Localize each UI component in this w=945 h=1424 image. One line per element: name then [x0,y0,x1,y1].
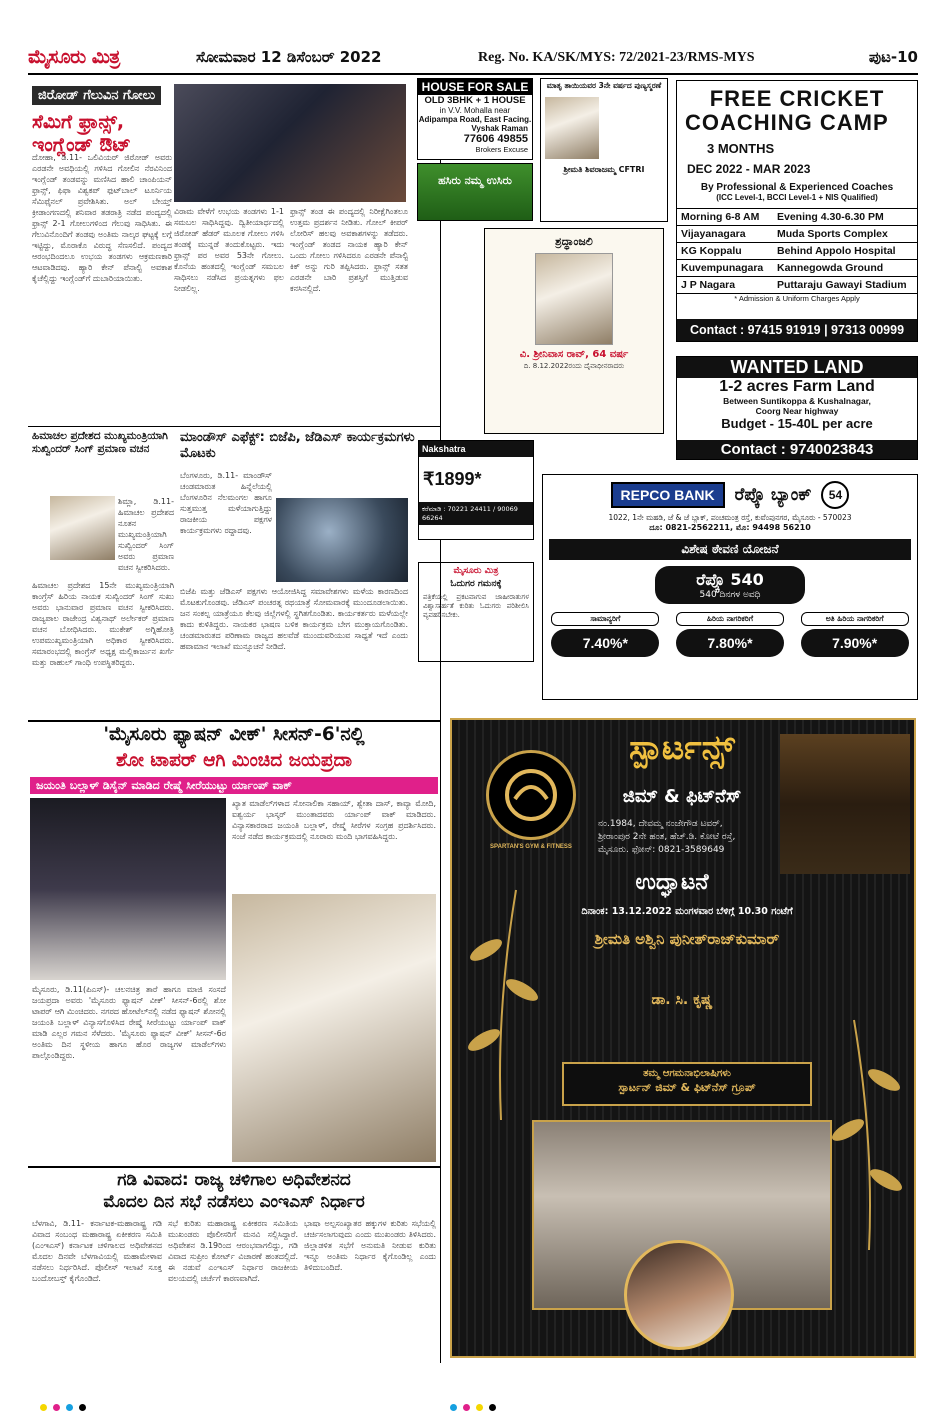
page-number: ಪುಟ-10 [868,48,918,66]
venue-row [677,242,917,259]
ad-period: DEC 2022 - MAR 2023 [687,162,811,177]
tribute-age: 64 ವರ್ಷ [592,349,629,360]
address-line: ನಂ.1984, ದೇವಮ್ಮ ನಂಜೇಗೌಡ ಟವರ್, [598,819,723,829]
event-title: ಉದ್ಘಾಟನೆ [635,870,709,895]
story-kicker: ಜಿರೋಡ್ ಗೆಲುವಿನ ಗೋಲು [32,86,161,105]
story-body-2: ಮೈಸೂರು, ಡಿ.11(ಪಿಎಸ್)- ಚಲನಚಿತ್ರ ತಾರೆ ಹಾಗೂ ಮಾಜಿ ಸಂಸದೆ ಜಯಪ್ರದಾ ಅವರು 'ಮೈಸೂರು ಫ್ಯಾಷನ್ ವೀಕ್' ಸೀಸನ್-6ರಲ್ಲಿ ಶೋ ಟಾಪರ್ ಆಗಿ ಮಿಂಚಿದರು. ನಗರದ ಹೋಟೆಲ್‌ನಲ್ಲಿ ನಡೆದ ಫ್ಯಾಷನ್ ಶೋನಲ್ಲಿ ಜಯಂತಿ ಬಲ್ಲಾಳ್ ವಿನ್ಯಾಸಗೊಳಿಸಿದ ರೇಷ್ಮೆ ಸೀರೆಯುಟ್ಟು ರ್ಯಾಂಪ್ ವಾಕ್ ಮಾಡಿ ಎಲ್ಲರ ಗಮನ ಸೆಳೆದರು. 'ಮೈಸೂರು ಫ್ಯಾಷನ್ ವೀಕ್' ಸೀಸನ್-6ರ ಅಂತಿಮ ದಿನ ಸ್ಥಳೀಯ ಹಾಗೂ ಹೊರ ರಾಜ್ಯಗಳ ಮಾಡೆಲ್‌ಗಳು ಪಾಲ್ಗೊಂಡಿದ್ದರು. [32,985,226,1060]
venue-place: Muda Sports Complex [777,228,888,241]
bank-name-kannada: ರೆಪ್ಕೊ ಬ್ಯಾಂಕ್ [734,485,812,505]
ad-location: Between Suntikoppa & Kushalnagar, [723,396,871,406]
ad-price: ₹1899* [423,469,482,489]
masthead [28,44,918,72]
tribute-title: ಶ್ರದ್ಧಾಂಜಲಿ [555,235,593,248]
rates-row [543,612,917,657]
story-football [32,84,172,157]
story-body-3: ಭಾಷಾ ಅಲ್ಪಸಂಖ್ಯಾತರ ಹಕ್ಕುಗಳ ಕುರಿತು ಸಭೆಯಲ್ಲಿ ಚರ್ಚಿಸಲಾಗುವುದು ಎಂದು ಮುಖಂಡರು ತಿಳಿಸಿದರು. ಜಿಲ್ಲಾಡಳಿತ ಸಭೆಗೆ ಅನುಮತಿ ನೀಡುವ ಕುರಿತು ಇನ್ನೂ ಅಂತಿಮ ನಿರ್ಧಾರ ಕೈಗೊಂಡಿಲ್ಲ ಎಂದು ತಿಳಿದುಬಂದಿದೆ. [304,1219,436,1272]
venue-row [677,276,917,293]
venue-row [677,259,917,276]
ad-location-2: Coorg Near highway [755,406,839,416]
notice-subtitle: ಓದುಗರ ಗಮನಕ್ಕೆ [450,579,502,589]
story-body: ಶಿಮ್ಲಾ, ಡಿ.11- ಹಿಮಾಚಲ ಪ್ರದೇಶದ ನೂತನ ಮುಖ್ಯಮಂತ್ರಿಯಾಗಿ ಸುಖ್ವಿಂದರ್ ಸಿಂಗ್ ಅವರು ಪ್ರಮಾಣ ವಚನ ಸ್ವೀಕರಿಸಿದರು. [118,497,174,572]
obituary-name: ಶ್ರೀಮತಿ ಶಿವರಾಜಮ್ಮ CFTRI [563,165,645,174]
obituary-header: ಮಾತೃ ತಾಯಿಯವರ 3ನೇ ವರ್ಷದ ಪುಣ್ಯಸ್ಮರಣೆ [546,81,662,90]
print-registration-marks [450,1404,496,1411]
bank-address: 1022, 1ನೇ ಮಹಡಿ, ಜೆ & ಜೆ ಬ್ಲಾಕ್, ಪಂಚಮಂತ್ರ ರಸ್ತೆ, ಕುವೆಂಪುನಗರ, ಮೈಸೂರು - 570023 [608,513,852,522]
product-term: 540 ದಿನಗಳ ಅವಧಿ [699,590,761,600]
bank-phone: ದೂ: 0821-2562211, ಮೊ: 94498 56210 [649,523,811,532]
rate-label: ಹಿರಿಯ ನಾಗರಿಕರಿಗೆ [676,612,784,626]
story-body: ಖ್ಯಾತ ಮಾಡೆಲ್‌ಗಳಾದ ಸೋನಾಲಿಕಾ ಸಹಾಯ್, ಶ್ವೇತಾ ದಾಸ್, ಕಾವ್ಯಾ ಮೋದಿ, ಐಶ್ವರ್ಯ ಭಾಸ್ಕರ್ ಮುಂತಾದವರು ರ್ಯಾಂಪ್ ವಾಕ್ ಮಾಡಿದರು. ವಿನ್ಯಾಸಕಾರರಾದ ಜಯಂತಿ ಬಲ್ಲಾಳ್, ರೇಷ್ಮೆ ಸೀರೆಗಳ ಸಂಗ್ರಹ ಪ್ರದರ್ಶಿಸಿದರು. ಸಂಜೆ ನಡೆದ ಕಾರ್ಯಕ್ರಮದಲ್ಲಿ ನೂರಾರು ಮಂದಿ ಭಾಗವಹಿಸಿದ್ದರು. [232,799,436,841]
venue-place: Kannegowda Ground [777,262,884,275]
ad-line: Adipampa Road, East Facing. [418,115,532,124]
cyclone-photo [276,498,408,582]
ad-size: 1-2 acres Farm Land [719,378,875,395]
ad-budget: Budget - 15-40L per acre [721,416,873,431]
divider [28,720,440,722]
invitation-line: ತಮ್ಮ ಆಗಮನಾಭಿಲಾಷಿಗಳು [643,1068,731,1079]
ad-brand: Nakshatra [419,441,533,457]
tribute-name-line [485,349,663,360]
gym-subtitle: ಜಿಮ್ & ಫಿಟ್‌ನೆಸ್ [622,786,742,807]
ad-footer: Brokers Excuse [475,145,528,154]
story-fashion-headline-2: ಶೋ ಟಾಪರ್ ಆಗಿ ಮಿಂಚಿದ ಜಯಪ್ರದಾ [115,750,353,771]
invitation-box [562,1062,812,1106]
ad-coaches: By Professional & Experienced Coaches [700,182,894,194]
divider [28,426,440,427]
venue-area: Vijayanagara [681,228,746,241]
gym-logo-icon [486,750,576,840]
guest-name: ಡಾ. ಸಿ. ಕೃಷ್ಣ [651,992,713,1008]
house-sale-ad [417,78,533,160]
masthead-rule [28,73,918,75]
model-photo [232,894,436,1162]
gym-address [598,818,782,857]
rate-value: 7.90%* [801,629,909,657]
repco-bank-ad [542,474,918,700]
story-headline: ಸೆಮಿಗೆ ಫ್ರಾನ್ಸ್, [32,111,125,133]
story-body-2: ಬಿಜೆಪಿ ಮತ್ತು ಜೆಡಿಎಸ್ ಪಕ್ಷಗಳು ಆಯೋಜಿಸಿದ್ದ ಸಮಾವೇಶಗಳು ಮಳೆಯ ಕಾರಣದಿಂದ ಮೊಟಕುಗೊಂಡವು. ಜೆಡಿಎಸ್ ಪಂಚರತ್ನ ರಥಯಾತ್ರೆ ಸೋಮವಾರಕ್ಕೆ ಮುಂದೂಡಲಾಯಿತು. ಜನ ಸಂಕಲ್ಪ ಯಾತ್ರೆಯೂ ಕೆಲವು ಜಿಲ್ಲೆಗಳಲ್ಲಿ ಸ್ಥಗಿತಗೊಂಡಿತು. ಕಾರ್ಯಕರ್ತರು ಮಳೆಯಲ್ಲೇ ಕಾದು ಕುಳಿತಿದ್ದರು. ನಾಯಕರ ಭಾಷಣ ಬಳಿಕ ಕಾರ್ಯಕ್ರಮ ಬೇಗ ಮುಕ್ತಾಯಗೊಂಡಿತು. ಚಂಡಮಾರುತದ ಪರಿಣಾಮ ರಾಜ್ಯದ ಹಲವೆಡೆ ಮುಂದುವರಿಯುವ ಸಾಧ್ಯತೆ ಇದೆ ಎಂದು ಹವಾಮಾನ ಇಲಾಖೆ ಮುನ್ಸೂಚನೆ ನೀಡಿದೆ. [180,587,408,651]
runway-photo [30,798,226,980]
ad-contact: Contact : 9740023843 [677,440,917,459]
invitation-line-2: ಸ್ಪಾರ್ಟನ್ ಜಿಮ್ & ಫಿಟ್‌ನೆಸ್ ಗ್ರೂಪ್ [618,1081,756,1094]
leaf-decoration-icon [456,870,546,1130]
bank-logo: REPCO BANK [611,482,725,508]
chief-guest: ಶ್ರೀಮತಿ ಅಶ್ವಿನಿ ಪುನೀತ್‌ರಾಜ್‌ಕುಮಾರ್ [594,930,780,948]
newspaper-logo: ಮೈಸೂರು ಮಿತ್ರ [28,46,120,68]
story-body-3: ಫ್ರಾನ್ಸ್ ತಂಡ ಈ ಪಂದ್ಯದಲ್ಲಿ ನಿರೀಕ್ಷೆಗಿಂತಲೂ ಉತ್ತಮ ಪ್ರದರ್ಶನ ನೀಡಿತು. ಗೋಲ್ ಕೀಪರ್ ಲೋರಿಸ್ ಹಲವು ಅವಕಾಶಗಳನ್ನು ತಡೆದರು. ಇಂಗ್ಲೆಂಡ್ ತಂಡದ ನಾಯಕ ಹ್ಯಾರಿ ಕೇನ್ ಒಂದು ಗೋಲು ಗಳಿಸಿದರೂ ಎರಡನೇ ಪೆನಾಲ್ಟಿ ಕಿಕ್ ಅನ್ನು ಗುರಿ ತಪ್ಪಿಸಿದರು. ಫ್ರಾನ್ಸ್ ಸತತ ಎರಡನೇ ಬಾರಿ ಪ್ರಶಸ್ತಿಗೆ ಮುತ್ತಿಡುವ ಕನಸಿನಲ್ಲಿದೆ. [290,207,408,293]
rate-card [551,612,659,657]
venue-area: J P Nagara [681,279,736,292]
address-line: ಶ್ರೀರಾಂಪುರ 2ನೇ ಹಂತ, ಹೆಚ್.ಡಿ. ಕೋಟೆ ರಸ್ತೆ, [598,832,736,842]
guest-portrait [624,1240,734,1350]
ad-note: * Admission & Uniform Charges Apply [677,293,917,303]
wanted-land-ad [676,356,918,460]
ad-line: in V.V. Mohalla near [439,106,511,115]
anniversary-badge: 54 [821,481,849,509]
venue-area: Kuvempunagara [681,262,764,275]
notice-body: ಪತ್ರಿಕೆಯಲ್ಲಿ ಪ್ರಕಟವಾಗುವ ಜಾಹೀರಾತುಗಳ ವಿಶ್ವಾಸಾರ್ಹತೆ ಕುರಿತು ಓದುಗರು ಪರಿಶೀಲಿಸಿ ವ್ಯವಹರಿಸಬೇಕು. [423,593,529,619]
tribute-photo [535,253,613,345]
rate-value: 7.40%* [551,629,659,657]
column-rule [440,78,441,1363]
ad-line: OLD 3BHK + 1 HOUSE [424,95,526,106]
story-body-2: ಸಭೆ ಕುರಿತು ಮಹಾರಾಷ್ಟ್ರ ಏಕೀಕರಣ ಸಮಿತಿಯ ಮುಖಂಡರು ಪೊಲೀಸರಿಗೆ ಮನವಿ ಸಲ್ಲಿಸಿದ್ದಾರೆ. ಅಧಿವೇಶನ ಡಿ.19ರಿಂದ ಆರಂಭವಾಗಲಿದ್ದು, ಗಡಿ ವಿವಾದ ಸುಪ್ರೀಂ ಕೋರ್ಟ್ ವಿಚಾರಣೆ ಹಂತದಲ್ಲಿದೆ. ಈ ನಡುವೆ ಎಂಇಎಸ್ ನಿರ್ಧಾರ ರಾಜಕೀಯ ವಲಯದಲ್ಲಿ ಚರ್ಚೆಗೆ ಕಾರಣವಾಗಿದೆ. [168,1219,298,1283]
ad-headline-2: COACHING CAMP [685,110,889,136]
story-subhead: ಜಯಂತಿ ಬಲ್ಲಾಳ್ ಡಿಸೈನ್ ಮಾಡಿದ ರೇಷ್ಮೆ ಸೀರೆಯುಟ್ಟು ರ್ಯಾಂಪ್ ವಾಕ್ [30,777,438,794]
ad-contact: ಕರೆಮಾಡಿ : 70221 24411 / 90069 66264 [419,502,533,525]
print-registration-marks [40,1404,86,1411]
gym-title: ಸ್ಪಾರ್ಟನ್ಸ್ [629,728,735,768]
story-body: ಬೆಳಗಾವಿ, ಡಿ.11- ಕರ್ನಾಟಕ-ಮಹಾರಾಷ್ಟ್ರ ಗಡಿ ವಿವಾದ ಸಂಬಂಧ ಮಹಾರಾಷ್ಟ್ರ ಏಕೀಕರಣ ಸಮಿತಿ (ಎಂಇಎಸ್) ಕರ್ನಾಟಕ ಚಳಿಗಾಲದ ಅಧಿವೇಶನದ ಮೊದಲ ದಿನವೇ ಬೆಳಗಾವಿಯಲ್ಲಿ ಮಹಾಮೇಳಾವ ನಡೆಸಲು ನಿರ್ಧರಿಸಿದೆ. ಪೊಲೀಸ್ ಇಲಾಖೆ ಸೂಕ್ತ ಬಂದೋಬಸ್ತ್ ಕೈಗೊಂಡಿದೆ. [32,1219,162,1283]
tribute-ad [484,228,664,434]
rate-label: ಅತಿ ಹಿರಿಯ ನಾಗರಿಕರಿಗೆ [801,612,909,626]
ad-duration: 3 MONTHS [707,141,775,157]
portrait-photo [50,496,115,560]
notice-title: ಮೈಸೂರು ಮಿತ್ರ [453,566,499,576]
gym-building-photo [780,734,910,874]
story-body: ದೋಹಾ, ಡಿ.11- ಒಲಿವಿಯರ್ ಜಿರೋಡ್ ಅವರು ಎರಡನೇ ಅವಧಿಯಲ್ಲಿ ಗಳಿಸಿದ ಗೋಲಿನ ನೆರವಿನಿಂದ ಇಂಗ್ಲೆಂಡ್ ತಂಡವನ್ನು ಮಣಿಸಿದ ಹಾಲಿ ಚಾಂಪಿಯನ್ ಫ್ರಾನ್ಸ್, ಫಿಫಾ ವಿಶ್ವಕಪ್ ಫುಟ್‌ಬಾಲ್ ಟೂರ್ನಿಯ ಸೆಮಿಫೈನಲ್ ಪ್ರವೇಶಿಸಿತು. ಅಲ್ ಬೇಯ್ತ್ ಕ್ರೀಡಾಂಗಣದಲ್ಲಿ ಶನಿವಾರ ತಡರಾತ್ರಿ ನಡೆದ ಪಂದ್ಯದಲ್ಲಿ ಫ್ರಾನ್ಸ್ 2-1 ಗೋಲುಗಳಿಂದ ಗೆಲುವು ಸಾಧಿಸಿತು. ಈ ಗೆಲುವಿನೊಂದಿಗೆ ತಂಡವು ಅಂತಿಮ ನಾಲ್ಕರ ಘಟ್ಟಕ್ಕೆ ಲಗ್ಗೆ ಇಟ್ಟಿದ್ದು, ಮೊರಾಕೊ ವಿರುದ್ಧ ಸೆಣಸಲಿದೆ. ಪಂದ್ಯದ ಆರಂಭದಿಂದಲೂ ಉಭಯ ತಂಡಗಳು ಆಕ್ರಮಣಕಾರಿ ಆಟವಾಡಿದವು. ಹ್ಯಾರಿ ಕೇನ್ ಪೆನಾಲ್ಟಿ ಅವಕಾಶ ಕೈಚೆಲ್ಲಿದ್ದು ಇಂಗ್ಲೆಂಡ್‌ಗೆ ದುಬಾರಿಯಾಯಿತು. [32,153,172,283]
gym-logo-text: SPARTAN'S GYM & FITNESS [490,844,572,850]
helmet-icon [501,765,561,825]
address-line: ಮೈಸೂರು. ಫೋನ್: 0821-3589649 [598,845,725,855]
ad-contact: Contact : 97415 91919 | 97313 00999 [677,319,917,341]
event-date: ದಿನಾಂಕ: 13.12.2022 ಮಂಗಳವಾರ ಬೆಳಿಗ್ಗೆ 10.30 ಗಂಟೆಗೆ [581,906,793,917]
leaf-decoration-icon [824,1000,914,1260]
rate-card [676,612,784,657]
story-body: ಬೆಂಗಳೂರು, ಡಿ.11- ಮಾಂಡೌಸ್ ಚಂಡಮಾರುತ ಹಿನ್ನೆಲೆಯಲ್ಲಿ ಬೆಂಗಳೂರಿನ ನೆಲಮಂಗಲ ಹಾಗೂ ಸುತ್ತಮುತ್ತ ಮಳೆಯಾಗುತ್ತಿದ್ದು ರಾಜಕೀಯ ಪಕ್ಷಗಳ ಕಾರ್ಯಕ್ರಮಗಳು ರದ್ದಾದವು. [180,471,272,535]
venue-row [677,225,917,242]
timing-evening: Evening 4.30-6.30 PM [777,211,884,224]
ad-contact-name: Vyshak Raman [471,124,528,133]
timing-morning: Morning 6-8 AM [681,211,760,224]
ad-levels: (ICC Level-1, BCCI Level-1 + NIS Qualified) [716,193,878,203]
spartans-gym-ad [450,718,916,1358]
story-fashion-headline: 'ಮೈಸೂರು ಫ್ಯಾಷನ್ ವೀಕ್' ಸೀಸನ್-6'ನಲ್ಲಿ [103,724,365,745]
venue-place: Behind Appolo Hospital [777,245,896,258]
issue-date: ಸೋಮವಾರ 12 ಡಿಸೆಂಬರ್ 2022 [196,48,382,66]
product-name: ರೆಪ್ಕೊ 540 [696,570,764,589]
story-border-headline-2: ಮೊದಲ ದಿನ ಸಭೆ ನಡೆಸಲು ಎಂಇಎಸ್ ನಿರ್ಧಾರ [103,1192,365,1212]
registration-number: Reg. No. KA/SK/MYS: 72/2021-23/RMS-MYS [478,50,755,65]
venue-area: KG Koppalu [681,245,742,258]
story-body-2: ಹಿಮಾಚಲ ಪ್ರದೇಶದ 15ನೇ ಮುಖ್ಯಮಂತ್ರಿಯಾಗಿ ಕಾಂಗ್ರೆಸ್ ಹಿರಿಯ ನಾಯಕ ಸುಖ್ವಿಂದರ್ ಸಿಂಗ್ ಸುಖು ಅವರು ಭಾನುವಾರ ಪ್ರಮಾಣ ವಚನ ಸ್ವೀಕರಿಸಿದರು. ರಾಜ್ಯಪಾಲ ರಾಜೇಂದ್ರ ವಿಶ್ವನಾಥ್ ಅರ್ಲೇಕರ್ ಪ್ರಮಾಣ ವಚನ ಬೋಧಿಸಿದರು. ಮುಕೇಶ್ ಅಗ್ನಿಹೋತ್ರಿ ಉಪಮುಖ್ಯಮಂತ್ರಿಯಾಗಿ ಅಧಿಕಾರ ಸ್ವೀಕರಿಸಿದರು. ಸಮಾರಂಭದಲ್ಲಿ ಕಾಂಗ್ರೆಸ್ ಅಧ್ಯಕ್ಷ ಮಲ್ಲಿಕಾರ್ಜುನ ಖರ್ಗೆ ಮತ್ತು ರಾಹುಲ್ ಗಾಂಧಿ ಉಪಸ್ಥಿತರಿದ್ದರು. [32,581,174,667]
obituary-photo [545,97,599,159]
divider [28,1166,440,1168]
story-body-2: ವಿರಾಮ ವೇಳೆಗೆ ಉಭಯ ತಂಡಗಳು 1-1 ಸಮಬಲ ಸಾಧಿಸಿದ್ದವು. ದ್ವಿತೀಯಾರ್ಧದಲ್ಲಿ ಜಿರೋಡ್ ಹೆಡರ್ ಮೂಲಕ ಗೋಲು ಗಳಿಸಿ ತಂಡಕ್ಕೆ ಮುನ್ನಡೆ ತಂದುಕೊಟ್ಟರು. ಇದು ಫ್ರಾನ್ಸ್ ಪರ ಅವರ 53ನೇ ಗೋಲು. ಕೊನೆಯ ಹಂತದಲ್ಲಿ ಇಂಗ್ಲೆಂಡ್ ಸಮಬಲ ಸಾಧಿಸಲು ನಡೆಸಿದ ಪ್ರಯತ್ನಗಳು ಫಲ ನೀಡಲಿಲ್ಲ. [174,207,284,293]
cricket-camp-ad [676,80,918,342]
story-himachal-headline: ಹಿಮಾಚಲ ಪ್ರದೇಶದ ಮುಖ್ಯಮಂತ್ರಿಯಾಗಿ ಸುಖ್ವಿಂದರ್ ಸಿಂಗ್ ಪ್ರಮಾಣ ವಚನ [32,430,168,455]
rate-value: 7.80%* [676,629,784,657]
ad-headline: FREE CRICKET [709,86,885,111]
football-photo [174,84,406,202]
obituary-small [540,78,668,222]
product-pill [655,566,805,604]
rate-card [801,612,909,657]
ad-title: WANTED LAND [677,357,917,378]
tribute-name: ವಿ. ಶ್ರೀನಿವಾಸ ರಾವ್, [519,349,589,360]
bank-header [543,481,917,509]
ad-phone: 77606 49855 [463,133,528,145]
scheme-title: ವಿಶೇಷ ಠೇವಣಿ ಯೋಜನೆ [549,539,911,560]
timing-row [677,208,917,225]
green-ad: ಹಸಿರು ನಮ್ಮ ಉಸಿರು [417,163,533,221]
tribute-date: ದಿ. 8.12.2022ರಂದು ದೈವಾಧೀನರಾದರು [523,362,625,370]
mitra-notice-ad [418,562,534,662]
ad-title: HOUSE FOR SALE [418,79,532,95]
rate-label: ಸಾಮಾನ್ಯರಿಗೆ [551,612,659,626]
story-border-headline: ಗಡಿ ವಿವಾದ: ರಾಜ್ಯ ಚಳಿಗಾಲ ಅಧಿವೇಶನದ [117,1170,351,1190]
venue-place: Puttaraju Gawayi Stadium [777,279,907,292]
story-mandous-headline: ಮಾಂಡೌಸ್ ಎಫೆಕ್ಟ್: ಬಿಜೆಪಿ, ಜೆಡಿಎಸ್ ಕಾರ್ಯಕ್ರಮಗಳು ಮೊಟಕು [180,430,415,461]
nakshatra-ad [418,440,534,540]
story-headline-2: ಇಂಗ್ಲೆಂಡ್ ಔಟ್ [32,133,131,156]
